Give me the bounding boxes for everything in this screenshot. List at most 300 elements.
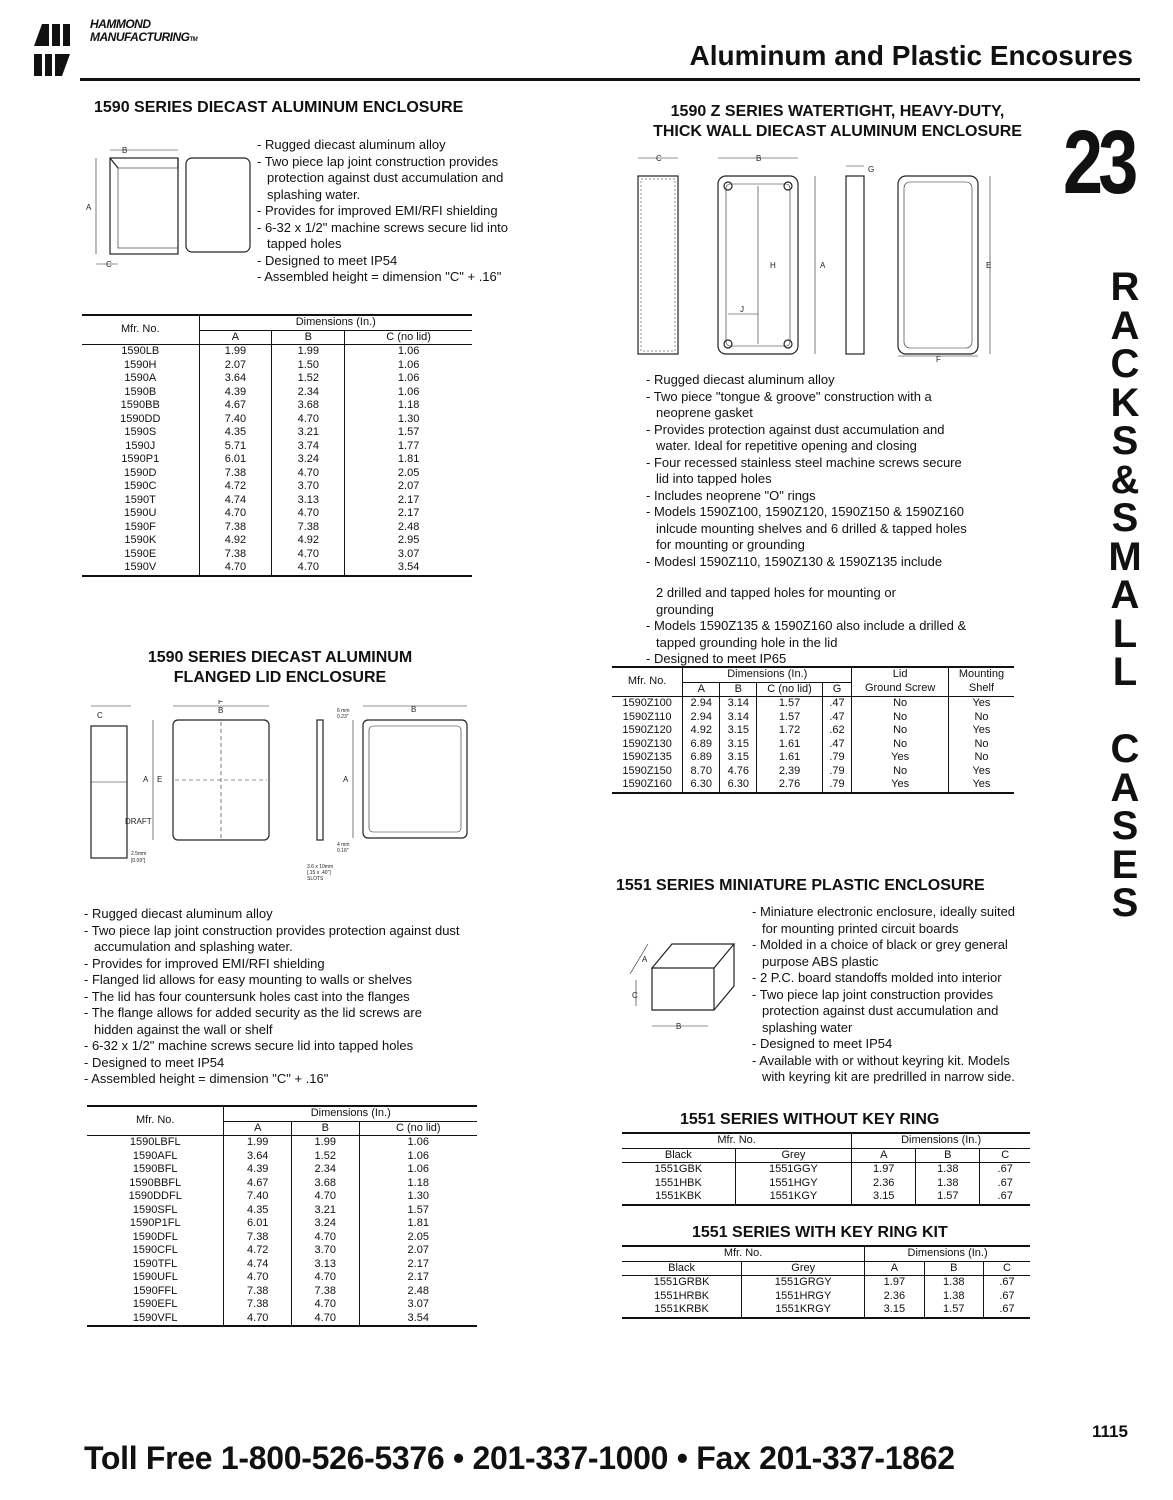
table-cell: 4.67 <box>199 399 272 413</box>
table-cell: 1551KRBK <box>654 1303 709 1315</box>
table-cell: 1590S <box>124 426 157 438</box>
svg-text:F: F <box>218 700 223 706</box>
table-cell: 1551HRBK <box>654 1289 710 1302</box>
table-cell: 1.06 <box>359 1163 477 1177</box>
table-cell: 4.70 <box>292 1190 360 1204</box>
features-1590 <box>257 137 532 286</box>
table-cell: 4.70 <box>272 548 345 562</box>
feature-item: - Rugged diecast aluminum alloy <box>257 137 532 154</box>
table-cell: Yes <box>852 778 949 793</box>
section-title-letter: C <box>1110 727 1140 771</box>
table-cell: 1590BBFL <box>129 1176 182 1189</box>
col-dimensions: Dimensions (In.) <box>683 667 852 682</box>
table-cell: 4.70 <box>272 467 345 481</box>
table-cell: 1590U <box>124 507 157 519</box>
table-cell: 2.17 <box>345 494 472 508</box>
table-cell: .79 <box>822 765 852 779</box>
table-cell: 3.21 <box>292 1204 360 1218</box>
table-cell: 2.17 <box>359 1258 477 1272</box>
table-row <box>87 1204 477 1218</box>
table-cell: .67 <box>980 1163 1030 1177</box>
table-cell: No <box>948 711 1014 725</box>
section-title-letter: R <box>1110 265 1140 309</box>
col-a: A <box>224 1121 292 1136</box>
svg-text:F: F <box>936 355 941 364</box>
enclosure-1590fl-diagram <box>85 700 475 885</box>
table-cell: 3.64 <box>199 372 272 386</box>
table-row <box>87 1298 477 1312</box>
table-row <box>87 1163 477 1177</box>
table-cell: 2.34 <box>292 1163 360 1177</box>
table-row <box>87 1217 477 1231</box>
table-row <box>622 1163 1030 1177</box>
table-row <box>612 751 1014 765</box>
table-row <box>82 440 472 454</box>
table-cell: 1590VFL <box>132 1311 178 1324</box>
table-cell: 2.05 <box>345 467 472 481</box>
table-cell: 3.15 <box>720 751 757 765</box>
section-title-letter: C <box>1110 342 1140 386</box>
table-cell: 1590EFL <box>132 1298 178 1310</box>
table-cell: 1.06 <box>345 345 472 359</box>
table-cell: 4.70 <box>292 1231 360 1245</box>
table-cell: 3.07 <box>359 1298 477 1312</box>
table-cell: 3.68 <box>292 1177 360 1191</box>
table-cell: 1590C <box>124 480 157 492</box>
col-mfr: Mfr. No. <box>121 323 160 336</box>
col-shelf-sub: Shelf <box>948 682 1014 697</box>
table-cell: 4.70 <box>224 1271 292 1285</box>
table-cell: 1590Z135 <box>622 751 672 763</box>
svg-text:A: A <box>820 261 826 270</box>
svg-text:B: B <box>218 706 224 715</box>
feature-item: - Provides for improved EMI/RFI shielding <box>257 203 532 220</box>
table-cell: 2.48 <box>359 1285 477 1299</box>
table-cell: No <box>852 697 949 711</box>
table-cell: 7.38 <box>199 521 272 535</box>
table-cell: 4.39 <box>224 1163 292 1177</box>
table-row <box>87 1258 477 1272</box>
page-title: Aluminum and Plastic Encosures <box>689 40 1133 71</box>
table-cell: 2.76 <box>757 778 822 793</box>
col-c: C (no lid) <box>757 682 822 697</box>
table-cell: 3.54 <box>359 1312 477 1327</box>
table-cell: 2.39 <box>757 765 822 779</box>
col-dimensions: Dimensions (In.) <box>199 315 472 330</box>
table-cell: 4.70 <box>272 561 345 576</box>
table-1551kr-heading: 1551 SERIES WITH KEY RING KIT <box>692 1224 948 1241</box>
table-cell: 1590Z120 <box>622 724 672 736</box>
table-cell: 6.30 <box>720 778 757 793</box>
table-cell: 4.70 <box>224 1312 292 1327</box>
table-cell: 1590BFL <box>132 1163 178 1175</box>
col-b: B <box>720 682 757 697</box>
table-cell: 1590Z150 <box>622 764 672 777</box>
feature-item: - Rugged diecast aluminum alloy <box>84 906 464 923</box>
col-a: A <box>852 1148 916 1163</box>
table-cell: 7.38 <box>224 1231 292 1245</box>
table-cell: 2.17 <box>359 1271 477 1285</box>
table-cell: 2.07 <box>199 359 272 373</box>
table-cell: 1.06 <box>359 1150 477 1164</box>
company-name-line1: HAMMOND <box>90 17 151 31</box>
table-cell: 2.07 <box>345 480 472 494</box>
feature-item: - Designed to meet IP65 <box>646 651 976 668</box>
footer-contact: Toll Free 1-800-526-5376 • 201-337-1000 • Fax 201-337-1862 <box>84 1440 955 1476</box>
table-cell: 1.57 <box>916 1190 980 1205</box>
table-row <box>82 561 472 576</box>
table-cell: 1.30 <box>345 413 472 427</box>
table-row <box>82 494 472 508</box>
table-row <box>82 453 472 467</box>
table-cell: 1.06 <box>359 1136 477 1150</box>
section-heading-1590z-line2: THICK WALL DIECAST ALUMINUM ENCLOSURE <box>653 123 1022 140</box>
col-c: C <box>980 1148 1030 1163</box>
feature-item: - Two piece "tongue & groove" construction with a neoprene gasket <box>646 389 976 422</box>
table-cell: .67 <box>980 1177 1030 1191</box>
feature-item: - Two piece lap joint construction provides protection against dust accumulation and splashing water <box>752 987 1027 1037</box>
table-row <box>82 413 472 427</box>
table-cell: 7.38 <box>272 521 345 535</box>
hammond-logo-icon <box>32 20 72 78</box>
table-row <box>622 1177 1030 1191</box>
table-cell: 4.70 <box>199 507 272 521</box>
table-cell: 4.72 <box>199 480 272 494</box>
svg-text:4 mm: 4 mm <box>337 842 350 848</box>
col-mfr: Mfr. No. <box>622 1246 865 1261</box>
table-row <box>612 724 1014 738</box>
table-cell: 7.40 <box>199 413 272 427</box>
table-row <box>82 386 472 400</box>
section-title-letter: L <box>1112 650 1138 694</box>
table-cell: 6.01 <box>199 453 272 467</box>
table-cell: 7.38 <box>224 1285 292 1299</box>
section-title-letter: S <box>1111 804 1139 848</box>
table-cell: 3.64 <box>224 1150 292 1164</box>
table-cell: 1551GRBK <box>653 1276 710 1288</box>
table-cell: 1590SFL <box>132 1203 178 1216</box>
table-cell: 4.70 <box>292 1271 360 1285</box>
table-cell: 6.89 <box>683 751 720 765</box>
section-title-letter <box>1095 692 1155 731</box>
table-cell: 1551HRGY <box>742 1290 865 1304</box>
table-cell: Yes <box>948 697 1014 711</box>
title-rule <box>80 78 1140 81</box>
table-cell: .67 <box>980 1190 1030 1205</box>
table-cell: 1.18 <box>359 1177 477 1191</box>
table-row <box>82 534 472 548</box>
table-cell: 2.36 <box>865 1290 924 1304</box>
feature-item: - Miniature electronic enclosure, ideally suited for mounting printed circuit boards <box>752 904 1027 937</box>
table-cell: 4.74 <box>199 494 272 508</box>
table-cell: 4.70 <box>292 1298 360 1312</box>
table-cell: 7.38 <box>224 1298 292 1312</box>
features-1590z-continued: 2 drilled and tapped holes for mounting or grounding <box>656 585 896 617</box>
table-cell: 1.97 <box>865 1276 924 1290</box>
table-1551kr <box>622 1245 1030 1319</box>
feature-item: - 6-32 x 1/2" machine screws secure lid into tapped holes <box>84 1038 464 1055</box>
feature-item: - Flanged lid allows for easy mounting to walls or shelves <box>84 972 464 989</box>
table-cell: 7.40 <box>224 1190 292 1204</box>
table-cell: 6.01 <box>224 1217 292 1231</box>
table-row <box>82 426 472 440</box>
table-cell: 3.21 <box>272 426 345 440</box>
table-cell: No <box>948 738 1014 752</box>
table-cell: 3.15 <box>852 1190 916 1205</box>
col-shelf: Mounting <box>948 667 1014 682</box>
table-cell: 7.38 <box>199 467 272 481</box>
feature-item: - Molded in a choice of black or grey general purpose ABS plastic <box>752 937 1027 970</box>
section-title-letter: E <box>1111 842 1139 887</box>
table-cell: 2.34 <box>272 386 345 400</box>
col-a: A <box>683 682 720 697</box>
table-cell: No <box>852 724 949 738</box>
table-cell: 1590T <box>124 493 156 506</box>
table-cell: 3.07 <box>345 548 472 562</box>
table-cell: 4.92 <box>272 534 345 548</box>
table-cell: 4.35 <box>199 426 272 440</box>
table-cell: 1551HBK <box>654 1176 702 1189</box>
table-cell: 2.17 <box>345 507 472 521</box>
table-cell: 3.24 <box>292 1217 360 1231</box>
section-heading-1551: 1551 SERIES MINIATURE PLASTIC ENCLOSURE <box>616 877 985 894</box>
table-cell: 1590Z100 <box>622 697 672 709</box>
table-cell: 1.97 <box>852 1163 916 1177</box>
table-cell: No <box>852 738 949 752</box>
table-cell: 1.38 <box>916 1177 980 1191</box>
trademark: TM <box>189 37 198 43</box>
table-cell: 3.14 <box>720 697 757 711</box>
table-cell: 3.24 <box>272 453 345 467</box>
table-cell: 3.70 <box>272 480 345 494</box>
table-cell: 4.39 <box>199 386 272 400</box>
table-cell: 1.61 <box>757 751 822 765</box>
section-title-letter: S <box>1111 881 1139 925</box>
svg-text:B: B <box>411 705 417 714</box>
table-cell: 1551HGY <box>735 1177 852 1191</box>
svg-text:[0.09"]: [0.09"] <box>131 858 146 864</box>
table-cell: 2.48 <box>345 521 472 535</box>
col-b: B <box>916 1148 980 1163</box>
table-row <box>87 1271 477 1285</box>
table-row <box>82 480 472 494</box>
feature-item: - Four recessed stainless steel machine screws secure lid into tapped holes <box>646 455 976 488</box>
table-cell: .47 <box>822 697 852 711</box>
table-cell: 1.57 <box>757 711 822 725</box>
col-grey: Grey <box>735 1148 852 1163</box>
table-row <box>622 1276 1030 1290</box>
col-black: Black <box>664 1148 692 1161</box>
table-cell: 1.61 <box>757 738 822 752</box>
enclosure-1590-diagram <box>80 142 255 272</box>
feature-item: - Models 1590Z135 & 1590Z160 also include a drilled & tapped grounding hole in the lid <box>646 618 976 651</box>
table-1590fl <box>87 1105 477 1327</box>
table-cell: 2.05 <box>359 1231 477 1245</box>
table-cell: 1.99 <box>199 345 272 359</box>
svg-text:E: E <box>986 261 992 270</box>
table-cell: 8.70 <box>683 765 720 779</box>
svg-text:C: C <box>106 260 112 269</box>
company-name-line2: MANUFACTURING <box>90 30 190 44</box>
feature-item: - Two piece lap joint construction provides protection against dust accumulation and splashing water. <box>84 923 464 956</box>
col-a: A <box>199 330 272 345</box>
section-number: 23 <box>1063 113 1134 213</box>
col-grey: Grey <box>742 1261 865 1276</box>
feature-item: - Includes neoprene "O" rings <box>646 488 976 505</box>
table-cell: 1.38 <box>924 1276 983 1290</box>
svg-text:6 mm: 6 mm <box>337 708 350 714</box>
table-row <box>622 1290 1030 1304</box>
section-title-letter: K <box>1110 380 1140 425</box>
table-cell: 1.30 <box>359 1190 477 1204</box>
feature-item: - The flange allows for added security as the lid screws are hidden against the wall or shelf <box>84 1005 464 1038</box>
table-cell: 1590Z110 <box>622 710 672 723</box>
table-cell: 1590F <box>124 520 156 533</box>
col-mfr: Mfr. No. <box>622 1133 852 1148</box>
table-cell: 2.94 <box>683 697 720 711</box>
table-cell: 1590LB <box>121 345 160 357</box>
feature-item: - Available with or without keyring kit. Models with keyring kit are predrilled in narrow side. <box>752 1053 1027 1086</box>
table-cell: 1590UFL <box>132 1271 178 1283</box>
feature-item: - Designed to meet IP54 <box>84 1055 464 1072</box>
table-cell: No <box>852 765 949 779</box>
table-cell: 1.99 <box>292 1136 360 1150</box>
svg-text:DRAFT: DRAFT <box>125 817 152 826</box>
col-b: B <box>292 1121 360 1136</box>
features-1551 <box>752 904 1027 1086</box>
table-cell: 1.06 <box>345 386 472 400</box>
table-row <box>612 697 1014 711</box>
table-cell: 2.94 <box>683 711 720 725</box>
table-cell: No <box>852 711 949 725</box>
feature-item: - Two piece lap joint construction provides protection against dust accumulation and splashing water. <box>257 154 532 204</box>
table-cell: No <box>948 751 1014 765</box>
table-row <box>612 711 1014 725</box>
col-dimensions: Dimensions (In.) <box>224 1106 477 1121</box>
table-cell: 4.70 <box>272 413 345 427</box>
table-row <box>82 548 472 562</box>
table-cell: 4.72 <box>224 1244 292 1258</box>
table-cell: 1.06 <box>345 372 472 386</box>
table-cell: 3.13 <box>272 494 345 508</box>
table-cell: Yes <box>948 724 1014 738</box>
table-cell: 4.67 <box>224 1177 292 1191</box>
table-cell: Yes <box>948 765 1014 779</box>
table-cell: 4.70 <box>292 1312 360 1327</box>
feature-item: - 2 P.C. board standoffs molded into interior <box>752 970 1027 987</box>
feature-item: - Models 1590Z100, 1590Z120, 1590Z150 & 1590Z160 inlcude mounting shelves and 6 drilled & tapped holes for mounting or grounding <box>646 504 976 554</box>
svg-text:A: A <box>143 775 149 784</box>
table-cell: 3.68 <box>272 399 345 413</box>
table-cell: 1551GBK <box>654 1163 703 1175</box>
col-dimensions: Dimensions (In.) <box>852 1133 1030 1148</box>
col-c: C (no lid) <box>359 1121 477 1136</box>
col-lid: Lid <box>852 667 949 682</box>
table-cell: 1590D <box>124 466 157 479</box>
table-cell: 1590DFL <box>132 1230 178 1243</box>
table-row <box>87 1312 477 1327</box>
svg-text:A: A <box>86 203 92 212</box>
company-name <box>90 18 197 47</box>
table-cell: 3.14 <box>720 711 757 725</box>
col-lid-sub: Ground Screw <box>852 682 949 697</box>
table-cell: 1.52 <box>292 1150 360 1164</box>
table-cell: 4.74 <box>224 1258 292 1272</box>
col-a: A <box>865 1261 924 1276</box>
table-cell: 1590FFL <box>133 1284 178 1297</box>
table-cell: 1590CFL <box>132 1244 178 1256</box>
table-cell: 1.72 <box>757 724 822 738</box>
table-cell: 1590A <box>124 372 157 384</box>
table-cell: 4.92 <box>199 534 272 548</box>
table-cell: 1551GRGY <box>742 1276 865 1290</box>
table-row <box>87 1150 477 1164</box>
table-cell: 6.30 <box>683 778 720 793</box>
table-row <box>82 345 472 359</box>
feature-item: - Designed to meet IP54 <box>752 1036 1027 1053</box>
table-cell: 4.35 <box>224 1204 292 1218</box>
table-cell: 4.70 <box>199 561 272 576</box>
table-cell: 1.50 <box>272 359 345 373</box>
svg-text:G: G <box>868 165 875 174</box>
section-title-letter: S <box>1111 496 1139 540</box>
col-mfr: Mfr. No. <box>627 675 667 688</box>
section-heading-1590fl-line2: FLANGED LID ENCLOSURE <box>173 669 387 686</box>
col-b: B <box>272 330 345 345</box>
table-row <box>82 507 472 521</box>
table-cell: 1590Z130 <box>622 737 672 750</box>
table-row <box>87 1136 477 1150</box>
table-cell: .47 <box>822 738 852 752</box>
table-cell: 1590E <box>124 547 157 560</box>
table-row <box>82 521 472 535</box>
table-cell: .67 <box>983 1303 1030 1318</box>
col-b: B <box>924 1261 983 1276</box>
table-cell: 1.38 <box>916 1163 980 1177</box>
section-title-letter: S <box>1111 419 1139 463</box>
svg-text:C: C <box>632 991 638 1000</box>
section-title-vertical <box>1095 265 1155 925</box>
col-c: C <box>983 1261 1030 1276</box>
table-cell: 1590P1 <box>121 453 160 465</box>
table-row <box>82 359 472 373</box>
svg-text:[.15 x .40"]: [.15 x .40"] <box>307 870 331 876</box>
table-cell: 4.76 <box>720 765 757 779</box>
table-cell: 3.15 <box>720 724 757 738</box>
table-cell: 1590H <box>124 358 157 371</box>
enclosure-1590z-diagram <box>630 150 1010 365</box>
table-row <box>622 1303 1030 1318</box>
section-heading-1590fl-line1: 1590 SERIES DIECAST ALUMINUM <box>147 649 413 666</box>
table-cell: 1551GGY <box>735 1163 852 1177</box>
feature-item: - Assembled height = dimension "C" + .16" <box>84 1071 464 1088</box>
table-cell: 1.81 <box>345 453 472 467</box>
table-cell: 1590Z160 <box>622 778 672 790</box>
table-cell: 1590DD <box>120 412 161 425</box>
table-cell: 5.71 <box>199 440 272 454</box>
table-cell: 1551KGY <box>735 1190 852 1205</box>
table-cell: 1.57 <box>757 697 822 711</box>
feature-item: - Provides for improved EMI/RFI shielding <box>84 956 464 973</box>
table-cell: 2.07 <box>359 1244 477 1258</box>
section-heading-1590z <box>630 102 1045 142</box>
table-cell: 3.54 <box>345 561 472 576</box>
svg-text:SLOTS: SLOTS <box>307 876 324 882</box>
table-cell: 3.15 <box>720 738 757 752</box>
svg-text:E: E <box>157 775 163 784</box>
features-1590fl <box>84 906 464 1088</box>
table-row <box>82 399 472 413</box>
